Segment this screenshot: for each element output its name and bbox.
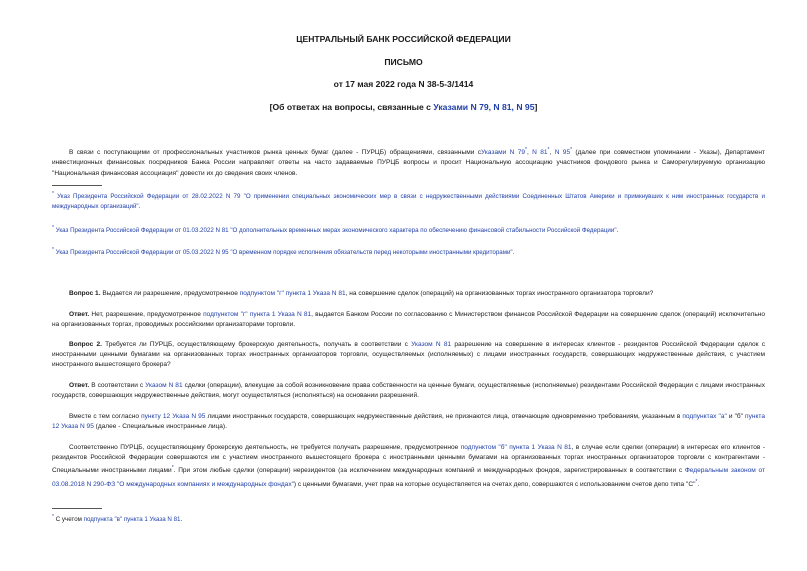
footnote-marker[interactable]: * xyxy=(570,147,573,153)
decree-95-link[interactable]: N 95 xyxy=(554,149,571,157)
document-type: ПИСЬМО xyxy=(384,57,423,67)
clause-12-decree-95-link[interactable]: пункта 12 Указа N 95 xyxy=(52,413,765,431)
footnote-marker[interactable]: * xyxy=(547,147,550,153)
question-2: Вопрос 2. Требуется ли ПУРЦБ, осуществляющему брокерскую деятельность, получать в соответствии с Указом N 81 разрешение на совершение в интересах клиентов - резидентов Российской Федерации сделок с иностранными ценными бумагами на организованных торгах иностранных организаторов торговли, осуществляемых (исполняемых) с лицами иностранных государств, совершающих недружественные действия, с участием иностранного вышестоящего брокера? xyxy=(52,341,765,369)
issuer-heading: ЦЕНТРАЛЬНЫЙ БАНК РОССИЙСКОЙ ФЕДЕРАЦИИ xyxy=(296,34,511,44)
decree-81-link[interactable]: N 81 xyxy=(532,149,548,157)
decrees-link[interactable]: Указами N 79, N 81, N 95 xyxy=(433,102,535,112)
decree-79-link[interactable]: Указами N 79 xyxy=(481,149,525,157)
subclause-g-decree-81-link[interactable]: подпунктом "г" пункта 1 Указа N 81 xyxy=(239,290,346,297)
subclause-v-decree-81-link[interactable]: подпункта "в" пункта 1 Указа N 81 xyxy=(83,516,181,524)
subclause-g-decree-81-link[interactable]: подпунктом "г" пункта 1 Указа N 81 xyxy=(203,311,312,318)
paragraph-special-persons: Вместе с тем согласно пункту 12 Указа N 95 лицами иностранных государств, совершающих недружественные действия, не признаются лица, отвечающие одновременно требованиям, указанным в подпунктах "а" и "б" пункта 12 Указа N 95 (далее - Специальные иностранные лица). xyxy=(52,413,765,431)
decree-95-full-link[interactable]: Указ Президента Российской Федерации от 05.03.2022 N 95 "О временном порядке исполнения обязательств перед некоторыми иностранными кредиторами" xyxy=(55,249,513,257)
footnote-marker[interactable]: * xyxy=(525,147,527,153)
footnote-marker: * xyxy=(52,247,54,253)
decree-81-full-link[interactable]: Указ Президента Российской Федерации от 01.03.2022 N 81 "О дополнительных временных мерах экономического характера по обеспечению финансовой стабильности Российской Федерации" xyxy=(55,227,617,235)
intro-paragraph: В связи с поступающими от профессиональных участников рынка ценных бумаг (далее - ПУРЦБ) обращениями, связанными сУказами N 79*, N 81*, N 95* (далее при совместном упоминании - Указы), Департамент инвестиционных финансовых посредников Банка России направляет ответы на часто задаваемые ПУРЦБ вопросы и просит Национальную ассоциацию участников фондового рынка и Саморегулируемую организацию "Национальная финансовая ассоциация" довести их до сведения своих членов. xyxy=(52,147,766,177)
paragraph-brokerage-conclusion: Соответственно ПУРЦБ, осуществляющему брокерскую деятельность, не требуется получать разрешение, предусмотренное подпунктом "б" пункта 1 Указа N 81, в случае если сделки (операции) в интересах его клиентов - резидентов Российской Федерации совершаются им с участием иностранного вышестоящего брокера с иностранными ценными бумагами на организованных торгах иностранных организаторов торговли с контрагентами - Специальными иностранными лицами*. При этом любые сделки (операции) нерезидентов (за исключением международных компаний и международных фондов, зарегистрированных в соответствии с Федеральным законом от 03.08.2018 N 290-ФЗ "О международных компаниях и международных фондах") с ценными бумагами, учет прав на которые осуществляется на счетах депо, совершаются с использованием счетов депо типа "С"*. xyxy=(52,444,766,488)
clause-12-decree-95-link[interactable]: пункту 12 Указа N 95 xyxy=(141,413,206,420)
footnote-subclause-v: * С учетом подпункта "в" пункта 1 Указа N 81. xyxy=(52,514,183,524)
footnote-separator xyxy=(52,508,102,509)
subclause-b-decree-81-link[interactable]: подпунктом "б" пункта 1 Указа N 81 xyxy=(460,444,572,451)
subclause-a-link[interactable]: подпунктах "а" xyxy=(682,413,727,420)
footnote-marker: * xyxy=(52,225,54,231)
footnote-marker: * xyxy=(52,191,54,197)
footnote-marker: * xyxy=(52,514,54,520)
decree-81-link[interactable]: Указом N 81 xyxy=(411,341,452,348)
footnote-decree-81: * Указ Президента Российской Федерации от 01.03.2022 N 81 "О дополнительных временных мерах экономического характера по обеспечению финансовой стабильности Российской Федерации". xyxy=(52,225,619,235)
footnote-marker[interactable]: * xyxy=(695,478,698,485)
footnote-separator xyxy=(52,185,102,186)
footnote-marker[interactable]: * xyxy=(171,465,174,472)
question-1: Вопрос 1. Выдается ли разрешение, предусмотренное подпунктом "г" пункта 1 Указа N 81, на совершение сделок (операций) на организованных торгах иностранного организатора торговли? xyxy=(69,290,654,297)
federal-law-290-link[interactable]: Федеральным законом от 03.08.2018 N 290-ФЗ "О международных компаниях и международных фондах" xyxy=(52,467,766,488)
decree-79-full-link[interactable]: Указ Президента Российской Федерации от 28.02.2022 N 79 "О применении специальных экономических мер в связи с недружественными действиями Соединенных Штатов Америки и примкнувших к ним иностранных государств и международных организаций" xyxy=(52,193,765,211)
answer-2: Ответ. В соответствии с Указом N 81 сделки (операции), влекущие за собой возникновение права собственности на ценные бумаги, осуществляемые (исполняемые) резидентами Российской Федерации с лицами иностранных государств, совершающих недружественные действия, могут осуществляться (исполняться) на основании разрешений. xyxy=(52,382,765,400)
document-date-number: от 17 мая 2022 года N 38-5-3/1414 xyxy=(333,79,474,89)
footnote-decree-79: * Указ Президента Российской Федерации от 28.02.2022 N 79 "О применении специальных экономических мер в связи с недружественными действиями Соединенных Штатов Америки и примкнувших к ним иностранных государств и международных организаций". xyxy=(52,191,765,211)
answer-1: Ответ. Нет, разрешение, предусмотренное подпунктом "г" пункта 1 Указа N 81, выдается Банком России по согласованию с Министерством финансов Российской Федерации на совершение сделок (операций) исключительно на организованных торгах, проводимых российскими организаторами торговли. xyxy=(52,311,766,329)
document-subject: [Об ответах на вопросы, связанные с Указами N 79, N 81, N 95] xyxy=(269,102,538,112)
decree-81-link[interactable]: Указом N 81 xyxy=(145,382,183,389)
footnote-decree-95: * Указ Президента Российской Федерации от 05.03.2022 N 95 "О временном порядке исполнения обязательств перед некоторыми иностранными кредиторами". xyxy=(52,247,515,257)
